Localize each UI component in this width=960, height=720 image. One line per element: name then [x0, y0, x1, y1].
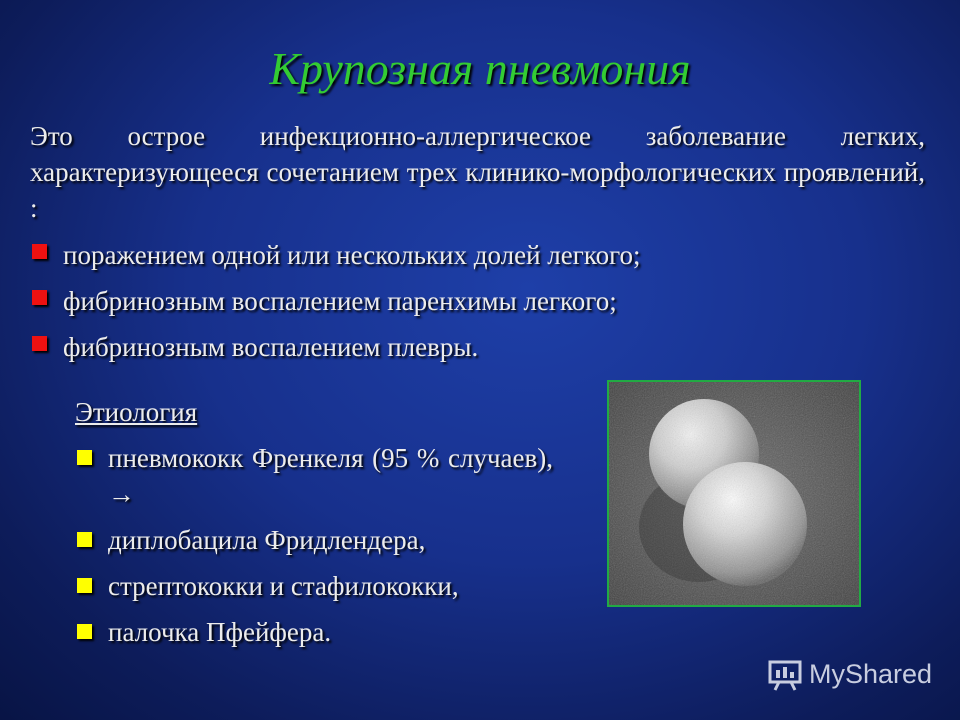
list-item-text: палочка Пфейфера. — [108, 617, 332, 647]
red-square-bullet-icon — [32, 336, 47, 351]
list-item — [75, 440, 555, 512]
yellow-square-bullet-icon — [77, 624, 92, 639]
list-item — [75, 522, 555, 558]
intro-text: Это острое инфекционно-аллергическое заболевание легких, характеризующееся сочетанием трех клинико-морфологических проявлений, : — [30, 121, 925, 223]
list-item-text: пневмококк Френкеля (95 % случаев), → — [108, 443, 553, 509]
list-item — [75, 568, 555, 604]
yellow-square-bullet-icon — [77, 578, 92, 593]
watermark-logo — [767, 656, 932, 692]
etiology-heading: Этиология — [75, 397, 198, 427]
list-item — [30, 324, 910, 370]
etiology-list — [75, 440, 555, 660]
list-item-text: поражением одной или нескольких долей легкого; — [63, 240, 641, 270]
brand-name: MyShared — [809, 658, 933, 689]
bacteria-micrograph — [607, 380, 861, 607]
yellow-square-bullet-icon — [77, 532, 92, 547]
list-item — [75, 614, 555, 650]
list-item-text: стрептококки и стафилококки, — [108, 571, 459, 601]
red-square-bullet-icon — [32, 244, 47, 259]
list-item-text: фибринозным воспалением паренхимы легкого; — [63, 286, 617, 316]
list-item — [30, 278, 910, 324]
slide-title: Крупозная пневмония — [269, 43, 691, 94]
list-item-text: фибринозным воспалением плевры. — [63, 332, 479, 362]
list-item — [30, 232, 910, 278]
diplococcus-image — [609, 382, 859, 605]
presentation-board-icon — [767, 656, 803, 692]
yellow-square-bullet-icon — [77, 450, 92, 465]
red-square-bullet-icon — [32, 290, 47, 305]
symptom-list — [30, 232, 910, 370]
list-item-text: диплобацила Фридлендера, — [108, 525, 426, 555]
